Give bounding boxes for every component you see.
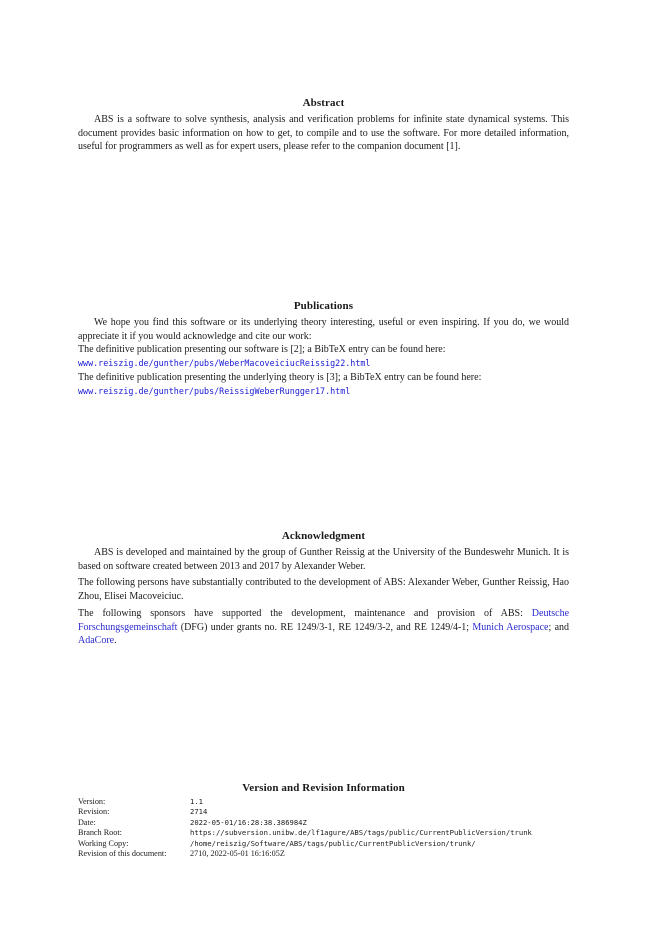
and-text: ; and	[548, 621, 570, 633]
version-table	[78, 797, 532, 859]
version-row	[78, 828, 532, 838]
version-key: Version:	[78, 797, 106, 806]
publications-line-theory: The definitive publication presenting the underlying theory is [3]; a BibTeX entry can be found here:	[78, 371, 482, 383]
sponsor-link-dfg[interactable]: Deutsche Forschungsgemeinschaft	[78, 607, 570, 633]
doc-revision-key: Revision of this document:	[78, 849, 167, 859]
abstract-section	[78, 96, 569, 154]
version-row	[78, 849, 532, 859]
period-text: .	[114, 635, 117, 647]
branch-root-key: Branch Root:	[78, 828, 122, 838]
publications-section	[78, 299, 569, 398]
grants-text: (DFG) under grants no. RE 1249/3-1, RE 1249/3-2, and RE 1249/4-1;	[180, 621, 470, 633]
version-row	[78, 839, 532, 849]
branch-root-value: https://subversion.unibw.de/lf1agure/ABS/tags/public/CurrentPublicVersion/trunk	[190, 828, 532, 838]
abstract-title: Abstract	[302, 97, 345, 109]
version-row	[78, 797, 532, 807]
revision-value: 2714	[190, 807, 208, 817]
acknowledgment-section	[78, 529, 569, 648]
bibtex-link-theory[interactable]: www.reiszig.de/gunther/pubs/ReissigWeberRungger17.html	[78, 385, 351, 396]
acknowledgment-paragraph-2: The following persons have substantially contributed to the development of ABS: Alexander Weber, Gunther Reissig, Hao Zhou, Elisei Macoveiciuc.	[78, 577, 569, 603]
publications-title: Publications	[293, 300, 354, 312]
abstract-text: ABS is a software to solve synthesis, analysis and verification problems for infinite state dynamical systems. This document provides basic information on how to get, to compile and to use the software. For more detailed information, useful for programmers as well as for expert users, please refer to the companion document [1].	[78, 114, 569, 153]
date-key: Date:	[78, 817, 96, 827]
bibtex-link-software[interactable]: www.reiszig.de/gunther/pubs/WeberMacoveiciucReissig22.html	[78, 358, 371, 369]
acknowledgment-title: Acknowledgment	[281, 530, 366, 542]
version-value: 1.1	[190, 797, 203, 806]
doc-revision-value: 2710, 2022-05-01 16:16:05Z	[190, 849, 285, 859]
sponsor-link-munich-aerospace[interactable]: Munich Aerospace	[472, 621, 549, 633]
version-section	[78, 781, 569, 859]
publications-line-software: The definitive publication presenting our software is [2]; a BibTeX entry can be found here:	[78, 344, 446, 356]
version-row	[78, 807, 532, 817]
acknowledgment-paragraph-3	[78, 607, 569, 648]
sponsors-intro: The following sponsors have supported the development, maintenance and provision of ABS:	[78, 607, 523, 619]
publications-intro: We hope you find this software or its underlying theory interesting, useful or even inspiring. If you do, we would appreciate it if you would acknowledge and cite our work:	[78, 317, 569, 342]
sponsor-link-adacore[interactable]: AdaCore	[78, 635, 115, 647]
acknowledgment-paragraph-1: ABS is developed and maintained by the group of Gunther Reissig at the University of the Bundeswehr Munich. It is based on software created between 2013 and 2017 by Alexander Weber.	[78, 547, 569, 572]
working-copy-value: /home/reiszig/Software/ABS/tags/public/CurrentPublicVersion/trunk/	[190, 838, 476, 848]
version-row	[78, 818, 532, 828]
version-title: Version and Revision Information	[242, 782, 405, 794]
revision-key: Revision:	[78, 807, 110, 817]
working-copy-key: Working Copy:	[78, 838, 129, 848]
date-value: 2022-05-01/16:28:38.386984Z	[190, 817, 307, 827]
